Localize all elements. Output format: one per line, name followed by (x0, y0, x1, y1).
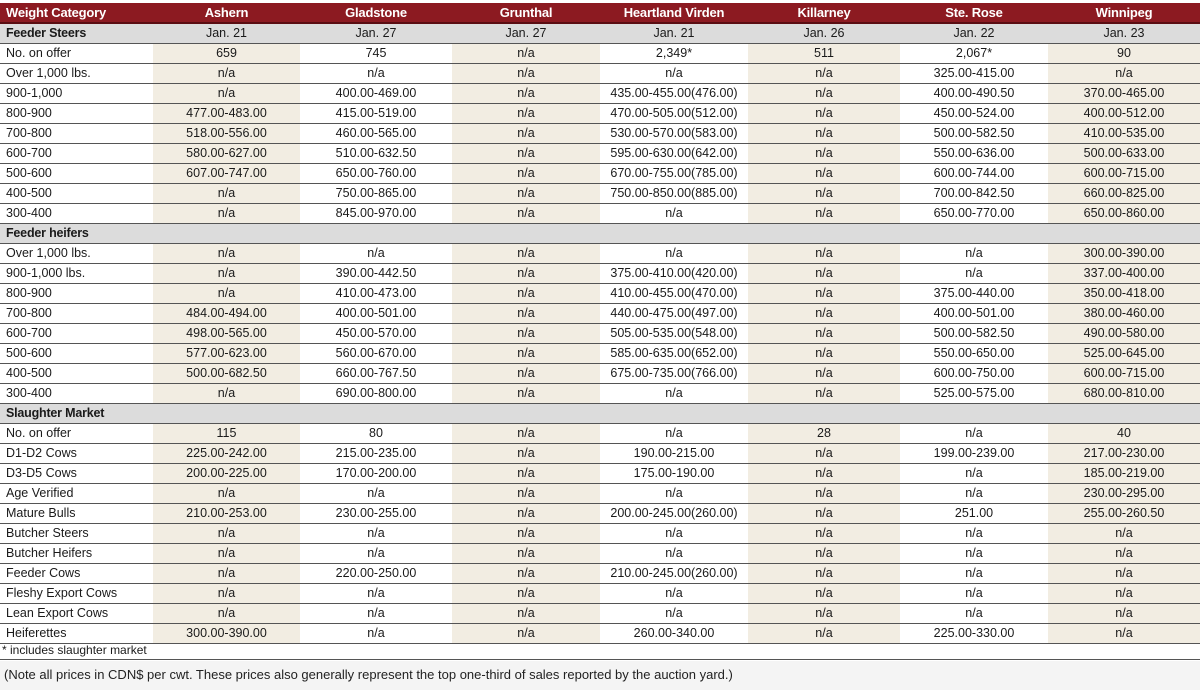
table-row (0, 144, 1200, 164)
table-row (0, 384, 1200, 404)
section-spacer-cell (748, 224, 900, 244)
row-label: 500-600 (0, 344, 153, 364)
price-cell: 415.00-519.00 (300, 104, 452, 124)
price-cell: 600.00-744.00 (900, 164, 1048, 184)
header-market-killarney: Killarney (748, 3, 900, 23)
table-row (0, 424, 1200, 444)
price-cell: n/a (452, 284, 600, 304)
price-cell: 500.00-582.50 (900, 324, 1048, 344)
row-label: Feeder Cows (0, 564, 153, 584)
price-cell: n/a (452, 184, 600, 204)
auction-date: Jan. 27 (300, 23, 452, 44)
price-cell: n/a (748, 544, 900, 564)
row-label: Age Verified (0, 484, 153, 504)
header-market-heartland-virden: Heartland Virden (600, 3, 748, 23)
price-cell: n/a (748, 344, 900, 364)
price-cell: 115 (153, 424, 300, 444)
table-row (0, 324, 1200, 344)
table-header-row (0, 3, 1200, 23)
price-cell: 511 (748, 44, 900, 64)
price-cell: n/a (452, 104, 600, 124)
price-cell: 600.00-715.00 (1048, 164, 1200, 184)
price-cell: 210.00-245.00(260.00) (600, 564, 748, 584)
row-label: 400-500 (0, 364, 153, 384)
price-cell: n/a (153, 184, 300, 204)
price-cell: 410.00-473.00 (300, 284, 452, 304)
price-cell: 577.00-623.00 (153, 344, 300, 364)
row-label: No. on offer (0, 424, 153, 444)
price-cell: 525.00-645.00 (1048, 344, 1200, 364)
price-cell: 484.00-494.00 (153, 304, 300, 324)
price-cell: 80 (300, 424, 452, 444)
table-row (0, 444, 1200, 464)
row-label: Over 1,000 lbs. (0, 64, 153, 84)
price-cell: n/a (900, 424, 1048, 444)
price-cell: n/a (748, 524, 900, 544)
price-cell: n/a (900, 584, 1048, 604)
price-cell: 400.00-501.00 (300, 304, 452, 324)
header-weight-category: Weight Category (0, 3, 153, 23)
header-market-grunthal: Grunthal (452, 3, 600, 23)
price-cell: n/a (452, 344, 600, 364)
price-cell: n/a (1048, 524, 1200, 544)
price-cell: n/a (600, 524, 748, 544)
price-cell: n/a (452, 164, 600, 184)
row-label: 800-900 (0, 104, 153, 124)
section-spacer-cell (153, 404, 300, 424)
price-cell: n/a (748, 144, 900, 164)
price-cell: 550.00-650.00 (900, 344, 1048, 364)
price-cell: 745 (300, 44, 452, 64)
price-cell: 505.00-535.00(548.00) (600, 324, 748, 344)
price-cell: 450.00-570.00 (300, 324, 452, 344)
price-cell: 500.00-582.50 (900, 124, 1048, 144)
price-cell: 260.00-340.00 (600, 624, 748, 644)
price-cell: 650.00-760.00 (300, 164, 452, 184)
table-row (0, 84, 1200, 104)
auction-date: Jan. 26 (748, 23, 900, 44)
price-cell: n/a (600, 424, 748, 444)
price-cell: 390.00-442.50 (300, 264, 452, 284)
price-cell: n/a (452, 264, 600, 284)
price-cell: 410.00-455.00(470.00) (600, 284, 748, 304)
price-cell: n/a (748, 84, 900, 104)
price-cell: 325.00-415.00 (900, 64, 1048, 84)
row-label: 900-1,000 lbs. (0, 264, 153, 284)
row-label: 300-400 (0, 204, 153, 224)
price-cell: n/a (748, 264, 900, 284)
section-spacer-cell (600, 404, 748, 424)
price-cell: n/a (452, 324, 600, 344)
price-cell: n/a (1048, 564, 1200, 584)
price-cell: 525.00-575.00 (900, 384, 1048, 404)
header-market-winnipeg: Winnipeg (1048, 3, 1200, 23)
price-cell: 750.00-850.00(885.00) (600, 184, 748, 204)
table-row (0, 464, 1200, 484)
section-spacer-cell (748, 404, 900, 424)
row-label: 600-700 (0, 324, 153, 344)
row-label: 300-400 (0, 384, 153, 404)
price-cell: 199.00-239.00 (900, 444, 1048, 464)
price-cell: n/a (153, 204, 300, 224)
price-cell: n/a (153, 564, 300, 584)
table-row (0, 204, 1200, 224)
section-spacer-cell (1048, 224, 1200, 244)
table-row (0, 604, 1200, 624)
table-row (0, 344, 1200, 364)
price-cell: 650.00-770.00 (900, 204, 1048, 224)
table-row (0, 564, 1200, 584)
price-cell: n/a (900, 264, 1048, 284)
row-label: 400-500 (0, 184, 153, 204)
row-label: D3-D5 Cows (0, 464, 153, 484)
price-cell: 500.00-682.50 (153, 364, 300, 384)
price-cell: 225.00-330.00 (900, 624, 1048, 644)
price-cell: 40 (1048, 424, 1200, 444)
price-cell: n/a (600, 604, 748, 624)
price-cell: 450.00-524.00 (900, 104, 1048, 124)
auction-date: Jan. 21 (600, 23, 748, 44)
section-spacer-cell (1048, 404, 1200, 424)
table-row (0, 584, 1200, 604)
price-cell: 659 (153, 44, 300, 64)
price-cell: n/a (748, 584, 900, 604)
price-cell: n/a (748, 164, 900, 184)
price-cell: n/a (748, 324, 900, 344)
price-cell: n/a (153, 64, 300, 84)
price-cell: n/a (900, 244, 1048, 264)
section-spacer-cell (600, 224, 748, 244)
price-cell: n/a (452, 244, 600, 264)
price-cell: 510.00-632.50 (300, 144, 452, 164)
price-cell: n/a (600, 544, 748, 564)
price-cell: 400.00-501.00 (900, 304, 1048, 324)
price-cell: n/a (748, 364, 900, 384)
price-cell: n/a (300, 484, 452, 504)
price-cell: 690.00-800.00 (300, 384, 452, 404)
price-cell: n/a (748, 184, 900, 204)
row-label: Over 1,000 lbs. (0, 244, 153, 264)
price-cell: 230.00-295.00 (1048, 484, 1200, 504)
price-cell: n/a (300, 544, 452, 564)
section-header-row (0, 23, 1200, 44)
price-cell: n/a (748, 484, 900, 504)
row-label: 900-1,000 (0, 84, 153, 104)
row-label: Butcher Steers (0, 524, 153, 544)
header-market-ashern: Ashern (153, 3, 300, 23)
section-spacer-cell (300, 404, 452, 424)
price-cell: 300.00-390.00 (153, 624, 300, 644)
table-row (0, 484, 1200, 504)
section-spacer-cell (300, 224, 452, 244)
price-cell: 580.00-627.00 (153, 144, 300, 164)
price-cell: n/a (748, 304, 900, 324)
row-label: 500-600 (0, 164, 153, 184)
price-cell: 251.00 (900, 504, 1048, 524)
price-cell: 200.00-245.00(260.00) (600, 504, 748, 524)
price-cell: n/a (452, 624, 600, 644)
price-cell: n/a (452, 564, 600, 584)
section-title: Feeder heifers (0, 224, 153, 244)
price-cell: n/a (452, 424, 600, 444)
table-row (0, 524, 1200, 544)
price-cell: n/a (748, 604, 900, 624)
price-cell: n/a (900, 484, 1048, 504)
price-cell: 375.00-440.00 (900, 284, 1048, 304)
price-cell: 670.00-755.00(785.00) (600, 164, 748, 184)
row-label: D1-D2 Cows (0, 444, 153, 464)
price-cell: n/a (153, 384, 300, 404)
price-cell: n/a (600, 204, 748, 224)
price-cell: n/a (900, 564, 1048, 584)
price-cell: n/a (600, 584, 748, 604)
price-cell: 370.00-465.00 (1048, 84, 1200, 104)
price-cell: n/a (748, 444, 900, 464)
price-cell: 217.00-230.00 (1048, 444, 1200, 464)
row-label: 600-700 (0, 144, 153, 164)
price-cell: n/a (153, 244, 300, 264)
price-cell: 210.00-253.00 (153, 504, 300, 524)
price-cell: 90 (1048, 44, 1200, 64)
price-cell: n/a (153, 84, 300, 104)
row-label: Lean Export Cows (0, 604, 153, 624)
price-cell: n/a (748, 504, 900, 524)
row-label: 800-900 (0, 284, 153, 304)
price-cell: n/a (748, 124, 900, 144)
price-cell: 500.00-633.00 (1048, 144, 1200, 164)
price-cell: 498.00-565.00 (153, 324, 300, 344)
price-cell: 2,349* (600, 44, 748, 64)
header-market-ste-rose: Ste. Rose (900, 3, 1048, 23)
price-cell: 190.00-215.00 (600, 444, 748, 464)
row-label: 700-800 (0, 304, 153, 324)
price-cell: n/a (452, 584, 600, 604)
price-cell: 585.00-635.00(652.00) (600, 344, 748, 364)
price-cell: n/a (1048, 604, 1200, 624)
price-cell: n/a (1048, 64, 1200, 84)
price-cell: n/a (748, 64, 900, 84)
section-header-row (0, 404, 1200, 424)
price-cell: 375.00-410.00(420.00) (600, 264, 748, 284)
price-cell: 215.00-235.00 (300, 444, 452, 464)
price-cell: 230.00-255.00 (300, 504, 452, 524)
price-cell: 680.00-810.00 (1048, 384, 1200, 404)
price-cell: 170.00-200.00 (300, 464, 452, 484)
price-cell: n/a (300, 524, 452, 544)
price-cell: 845.00-970.00 (300, 204, 452, 224)
row-label: Heiferettes (0, 624, 153, 644)
price-cell: 550.00-636.00 (900, 144, 1048, 164)
price-cell: 400.00-512.00 (1048, 104, 1200, 124)
row-label: 700-800 (0, 124, 153, 144)
price-cell: 175.00-190.00 (600, 464, 748, 484)
table-row (0, 264, 1200, 284)
table-row (0, 364, 1200, 384)
price-cell: n/a (452, 544, 600, 564)
price-cell: 650.00-860.00 (1048, 204, 1200, 224)
price-cell: n/a (900, 524, 1048, 544)
price-cell: 700.00-842.50 (900, 184, 1048, 204)
price-cell: 518.00-556.00 (153, 124, 300, 144)
table-row (0, 104, 1200, 124)
price-cell: 477.00-483.00 (153, 104, 300, 124)
table-row (0, 184, 1200, 204)
table-row (0, 44, 1200, 64)
price-cell: 530.00-570.00(583.00) (600, 124, 748, 144)
price-cell: n/a (452, 84, 600, 104)
price-cell: 560.00-670.00 (300, 344, 452, 364)
price-cell: n/a (748, 204, 900, 224)
table-row (0, 304, 1200, 324)
section-spacer-cell (452, 224, 600, 244)
price-cell: n/a (452, 504, 600, 524)
price-cell: 435.00-455.00(476.00) (600, 84, 748, 104)
price-cell: 380.00-460.00 (1048, 304, 1200, 324)
price-cell: n/a (300, 584, 452, 604)
footnote: * includes slaughter market (0, 641, 1200, 660)
table-row (0, 64, 1200, 84)
price-cell: 595.00-630.00(642.00) (600, 144, 748, 164)
price-cell: n/a (300, 624, 452, 644)
price-cell: n/a (748, 284, 900, 304)
price-cell: n/a (600, 384, 748, 404)
price-cell: n/a (900, 464, 1048, 484)
price-cell: n/a (452, 524, 600, 544)
header-market-gladstone: Gladstone (300, 3, 452, 23)
price-note: (Note all prices in CDN$ per cwt. These prices also generally represent the top one-third of sales reported by the auction yard.) (0, 661, 1200, 690)
price-cell: n/a (452, 304, 600, 324)
auction-date: Jan. 22 (900, 23, 1048, 44)
price-cell: n/a (153, 524, 300, 544)
price-cell: 2,067* (900, 44, 1048, 64)
row-label: Butcher Heifers (0, 544, 153, 564)
price-cell: 600.00-750.00 (900, 364, 1048, 384)
price-cell: n/a (300, 64, 452, 84)
price-cell: n/a (452, 604, 600, 624)
price-cell: 750.00-865.00 (300, 184, 452, 204)
section-spacer-cell (900, 404, 1048, 424)
price-cell: 400.00-469.00 (300, 84, 452, 104)
price-cell: 350.00-418.00 (1048, 284, 1200, 304)
price-cell: 337.00-400.00 (1048, 264, 1200, 284)
price-cell: n/a (748, 244, 900, 264)
price-cell: n/a (748, 104, 900, 124)
section-spacer-cell (452, 404, 600, 424)
table-row (0, 544, 1200, 564)
row-label: No. on offer (0, 44, 153, 64)
price-cell: 220.00-250.00 (300, 564, 452, 584)
price-cell: 460.00-565.00 (300, 124, 452, 144)
price-cell: 410.00-535.00 (1048, 124, 1200, 144)
price-cell: n/a (153, 544, 300, 564)
cattle-prices-table-wrapper (0, 3, 1200, 644)
price-cell: 300.00-390.00 (1048, 244, 1200, 264)
price-cell: 28 (748, 424, 900, 444)
table-row (0, 164, 1200, 184)
price-cell: n/a (300, 244, 452, 264)
price-cell: n/a (1048, 624, 1200, 644)
price-cell: n/a (300, 604, 452, 624)
price-cell: n/a (452, 364, 600, 384)
price-cell: n/a (452, 444, 600, 464)
price-cell: 440.00-475.00(497.00) (600, 304, 748, 324)
table-row (0, 284, 1200, 304)
price-cell: n/a (748, 564, 900, 584)
price-cell: 660.00-825.00 (1048, 184, 1200, 204)
price-cell: n/a (748, 384, 900, 404)
price-cell: 225.00-242.00 (153, 444, 300, 464)
table-row (0, 244, 1200, 264)
price-cell: n/a (452, 124, 600, 144)
section-title: Slaughter Market (0, 404, 153, 424)
price-cell: n/a (153, 484, 300, 504)
table-body (0, 23, 1200, 644)
price-cell: 200.00-225.00 (153, 464, 300, 484)
table-row (0, 504, 1200, 524)
auction-date: Jan. 21 (153, 23, 300, 44)
price-cell: n/a (748, 624, 900, 644)
price-cell: 600.00-715.00 (1048, 364, 1200, 384)
price-cell: 255.00-260.50 (1048, 504, 1200, 524)
price-cell: n/a (1048, 544, 1200, 564)
price-cell: n/a (452, 44, 600, 64)
price-cell: n/a (1048, 584, 1200, 604)
price-cell: n/a (900, 604, 1048, 624)
price-cell: 185.00-219.00 (1048, 464, 1200, 484)
price-cell: n/a (153, 284, 300, 304)
cattle-prices-table (0, 3, 1200, 644)
table-row (0, 124, 1200, 144)
price-cell: n/a (452, 144, 600, 164)
price-cell: 400.00-490.50 (900, 84, 1048, 104)
price-cell: n/a (153, 264, 300, 284)
price-cell: n/a (452, 484, 600, 504)
price-cell: n/a (600, 484, 748, 504)
price-cell: n/a (900, 544, 1048, 564)
section-spacer-cell (153, 224, 300, 244)
price-cell: n/a (600, 64, 748, 84)
auction-date: Jan. 23 (1048, 23, 1200, 44)
price-cell: 470.00-505.00(512.00) (600, 104, 748, 124)
auction-date: Jan. 27 (452, 23, 600, 44)
price-cell: n/a (452, 384, 600, 404)
price-cell: n/a (153, 584, 300, 604)
price-cell: n/a (600, 244, 748, 264)
price-cell: 675.00-735.00(766.00) (600, 364, 748, 384)
price-cell: n/a (748, 464, 900, 484)
price-cell: n/a (452, 64, 600, 84)
row-label: Fleshy Export Cows (0, 584, 153, 604)
price-cell: 660.00-767.50 (300, 364, 452, 384)
section-header-row (0, 224, 1200, 244)
price-cell: n/a (153, 604, 300, 624)
price-cell: n/a (452, 204, 600, 224)
price-cell: 607.00-747.00 (153, 164, 300, 184)
section-spacer-cell (900, 224, 1048, 244)
price-cell: n/a (452, 464, 600, 484)
row-label: Mature Bulls (0, 504, 153, 524)
section-title: Feeder Steers (0, 23, 153, 44)
price-cell: 490.00-580.00 (1048, 324, 1200, 344)
